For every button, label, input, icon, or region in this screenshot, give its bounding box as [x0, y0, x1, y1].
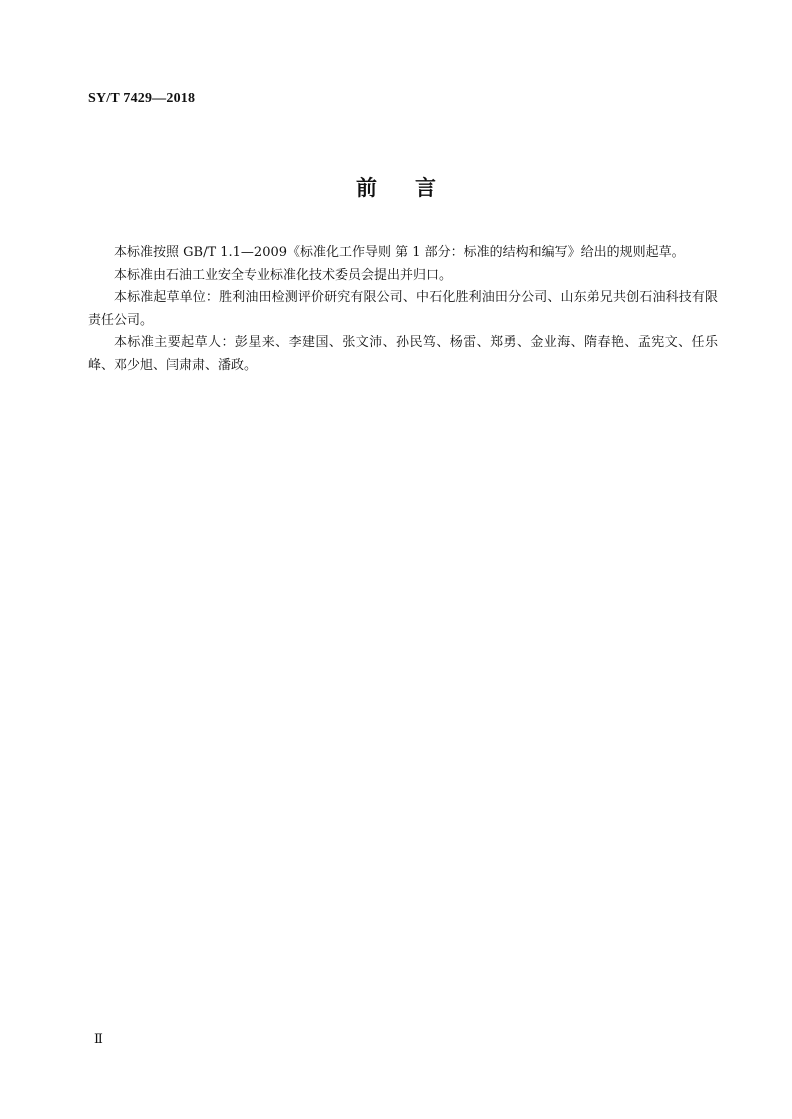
paragraph-drafting-rules: 本标准按照 GB/T 1.1—2009《标准化工作导则 第 1 部分：标准的结构和编写》给出的规则起草。	[114, 245, 685, 260]
paragraph-proposer: 本标准由石油工业安全专业标准化技术委员会提出并归口。	[114, 267, 453, 283]
standard-code: SY/T 7429—2018	[88, 91, 196, 106]
paragraph-drafting-units: 本标准起草单位：胜利油田检测评价研究有限公司、中石化胜利油田分公司、山东弟兄共创石油科技有限责任公司。	[88, 290, 718, 328]
foreword-body	[88, 242, 718, 377]
page-title	[0, 172, 792, 202]
page-number: Ⅱ	[94, 1031, 103, 1046]
page-title-char-1: 前	[356, 176, 377, 200]
paragraph-drafters: 本标准主要起草人：彭星来、李建国、张文沛、孙民笃、杨雷、郑勇、金业海、隋春艳、孟宪文、任乐峰、邓少旭、闫肃肃、潘政。	[88, 335, 718, 373]
page-title-char-2: 言	[415, 176, 436, 200]
